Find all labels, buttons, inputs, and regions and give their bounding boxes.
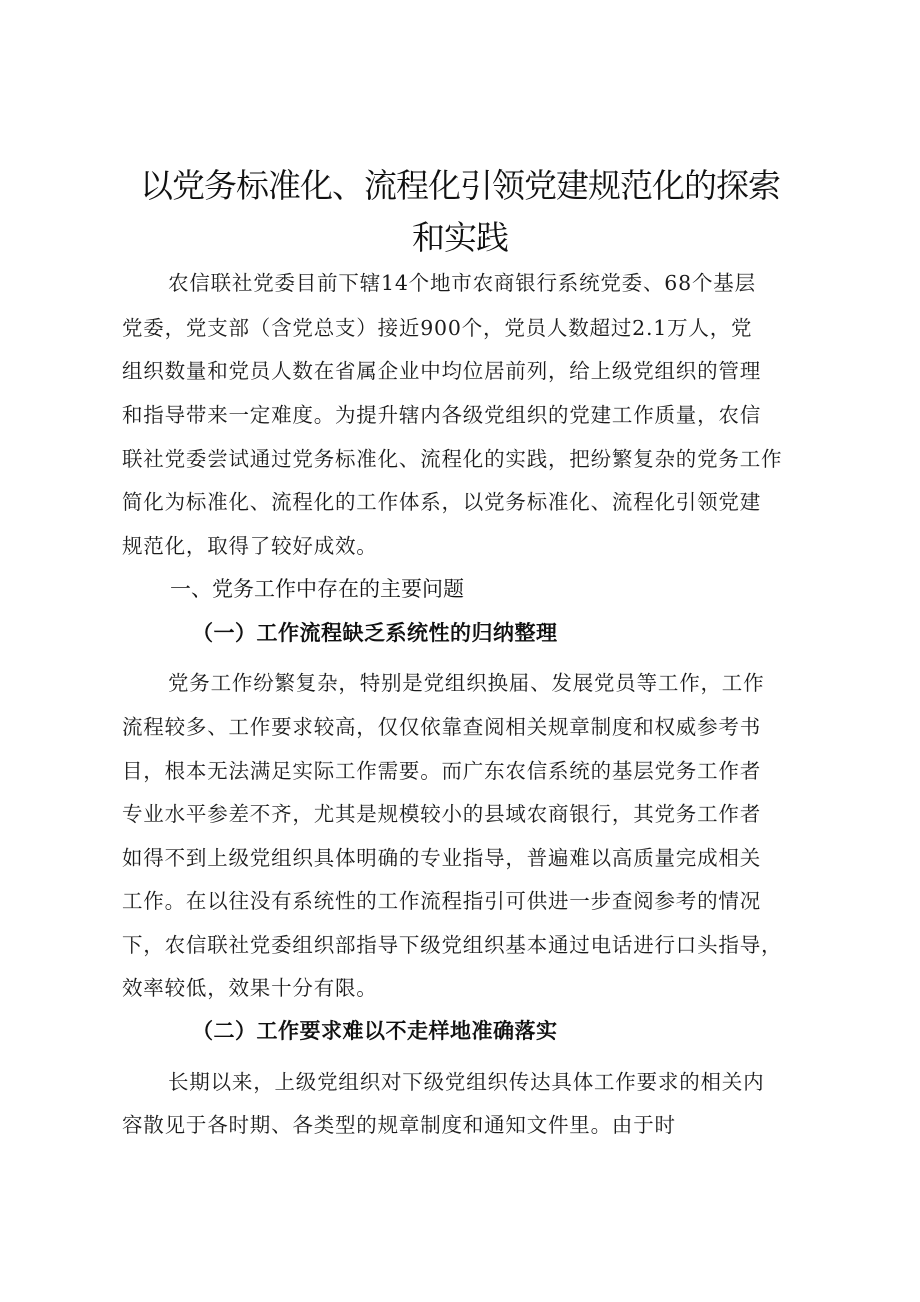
body-line: 专业水平参差不齐，尤其是规模较小的县域农商银行，其党务工作者 [122, 802, 761, 826]
intro-line: 规范化，取得了较好成效。 [122, 534, 378, 558]
intro-line: 和指导带来一定难度。为提升辖内各级党组织的党建工作质量，农信 [122, 403, 761, 427]
intro-line: 党委，党支部（含党总支）接近900个，党员人数超过2.1万人，党 [122, 316, 753, 340]
intro-line: 简化为标准化、流程化的工作体系，以党务标准化、流程化引领党建 [122, 490, 761, 514]
document-title-line-2: 和实践 [412, 218, 508, 257]
subsection-heading: （二）工作要求难以不走样地准确落实 [192, 1018, 558, 1043]
body-line: 目，根本无法满足实际工作需要。而广东农信系统的基层党务工作者 [122, 759, 761, 783]
body-line: 流程较多、工作要求较高，仅仅依靠查阅相关规章制度和权威参考书 [122, 715, 761, 739]
subsection-heading: （一）工作流程缺乏系统性的归纳整理 [192, 620, 558, 645]
intro-line: 联社党委尝试通过党务标准化、流程化的实践，把纷繁复杂的党务工作 [122, 447, 783, 471]
body-line: 如得不到上级党组织具体明确的专业指导，普遍难以高质量完成相关 [122, 846, 761, 870]
section-heading: 一、党务工作中存在的主要问题 [170, 577, 464, 601]
intro-line: 组织数量和党员人数在省属企业中均位居前列，给上级党组织的管理 [122, 359, 761, 383]
body-line: 长期以来，上级党组织对下级党组织传达具体工作要求的相关内 [168, 1070, 765, 1094]
body-line: 下，农信联社党委组织部指导下级党组织基本通过电话进行口头指导， [122, 933, 783, 957]
intro-line: 农信联社党委目前下辖14个地市农商银行系统党委、68个基层 [168, 271, 756, 295]
body-line: 效率较低，效果十分有限。 [122, 976, 378, 1000]
body-line: 容散见于各时期、各类型的规章制度和通知文件里。由于时 [122, 1113, 676, 1137]
body-line: 工作。在以往没有系统性的工作流程指引可供进一步查阅参考的情况 [122, 889, 761, 913]
body-line: 党务工作纷繁复杂，特别是党组织换届、发展党员等工作，工作 [168, 671, 765, 695]
document-title-line-1: 以党务标准化、流程化引领党建规范化的探索 [140, 166, 780, 205]
